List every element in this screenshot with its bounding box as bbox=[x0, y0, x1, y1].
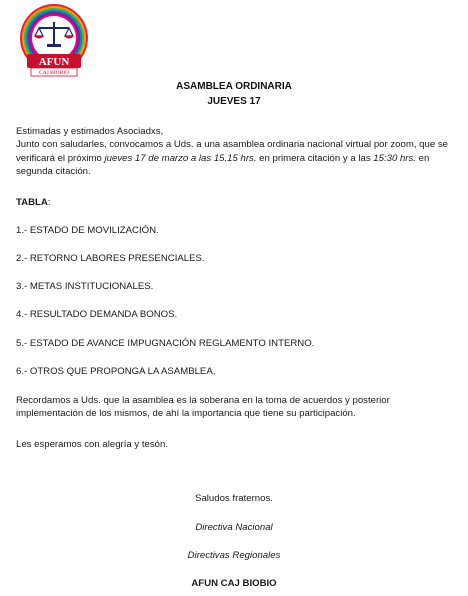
document-title: ASAMBLEA ORDINARIA bbox=[176, 81, 292, 92]
agenda-heading bbox=[16, 196, 456, 209]
agenda-item: 5.- ESTADO DE AVANCE IMPUGNACIÓN REGLAMENTO INTERNO. bbox=[16, 338, 315, 349]
agenda-item: 1.- ESTADO DE MOVILIZACIÓN. bbox=[16, 225, 159, 236]
agenda-colon: : bbox=[47, 197, 51, 208]
signature-national: Directiva Nacional bbox=[195, 522, 273, 533]
convocation-part-3: en segunda citación. bbox=[16, 152, 430, 178]
afun-logo-icon bbox=[5, 2, 103, 80]
convocation-part-2: en primera citación y a las bbox=[256, 152, 374, 164]
intro-paragraph bbox=[16, 125, 456, 179]
document-subtitle: JUEVES 17 bbox=[207, 96, 261, 107]
afun-logo bbox=[5, 2, 103, 80]
logo-sub: CAJ BIOBIO bbox=[38, 70, 70, 76]
logo-name: AFUN bbox=[38, 56, 70, 68]
signature-org: AFUN CAJ BIOBIO bbox=[191, 578, 277, 589]
agenda-item: 3.- METAS INSTITUCIONALES. bbox=[16, 281, 154, 292]
greeting: Estimadas y estimados Asociadxs, bbox=[16, 126, 164, 137]
closing-paragraph: Recordamos a Uds. que la asamblea es la soberana en la toma de acuerdos y posterior implementación de los mismos, de ahí la importancia que tiene su participación. bbox=[16, 395, 390, 420]
agenda-label: TABLA bbox=[16, 197, 48, 208]
convocation-part-1: Junto con saludarles, convocamos a Uds. a una asamblea ordinaria nacional virtual por zoom, que se verificará el próximo bbox=[16, 139, 448, 164]
farewell-line: Les esperamos con alegría y tesón. bbox=[16, 439, 168, 450]
second-call-time: 15:30 hrs. bbox=[373, 152, 416, 164]
convocation-text bbox=[16, 138, 456, 178]
signature-regional: Directivas Regionales bbox=[187, 550, 281, 561]
agenda-item: 6.- OTROS QUE PROPONGA LA ASAMBLEA, bbox=[16, 366, 216, 377]
meeting-date: jueves 17 de marzo a las 15.15 hrs. bbox=[104, 152, 257, 164]
agenda-item: 2.- RETORNO LABORES PRESENCIALES. bbox=[16, 253, 205, 264]
regards-line: Saludos fraternos. bbox=[195, 493, 273, 504]
agenda-item: 4.- RESULTADO DEMANDA BONOS. bbox=[16, 309, 178, 320]
